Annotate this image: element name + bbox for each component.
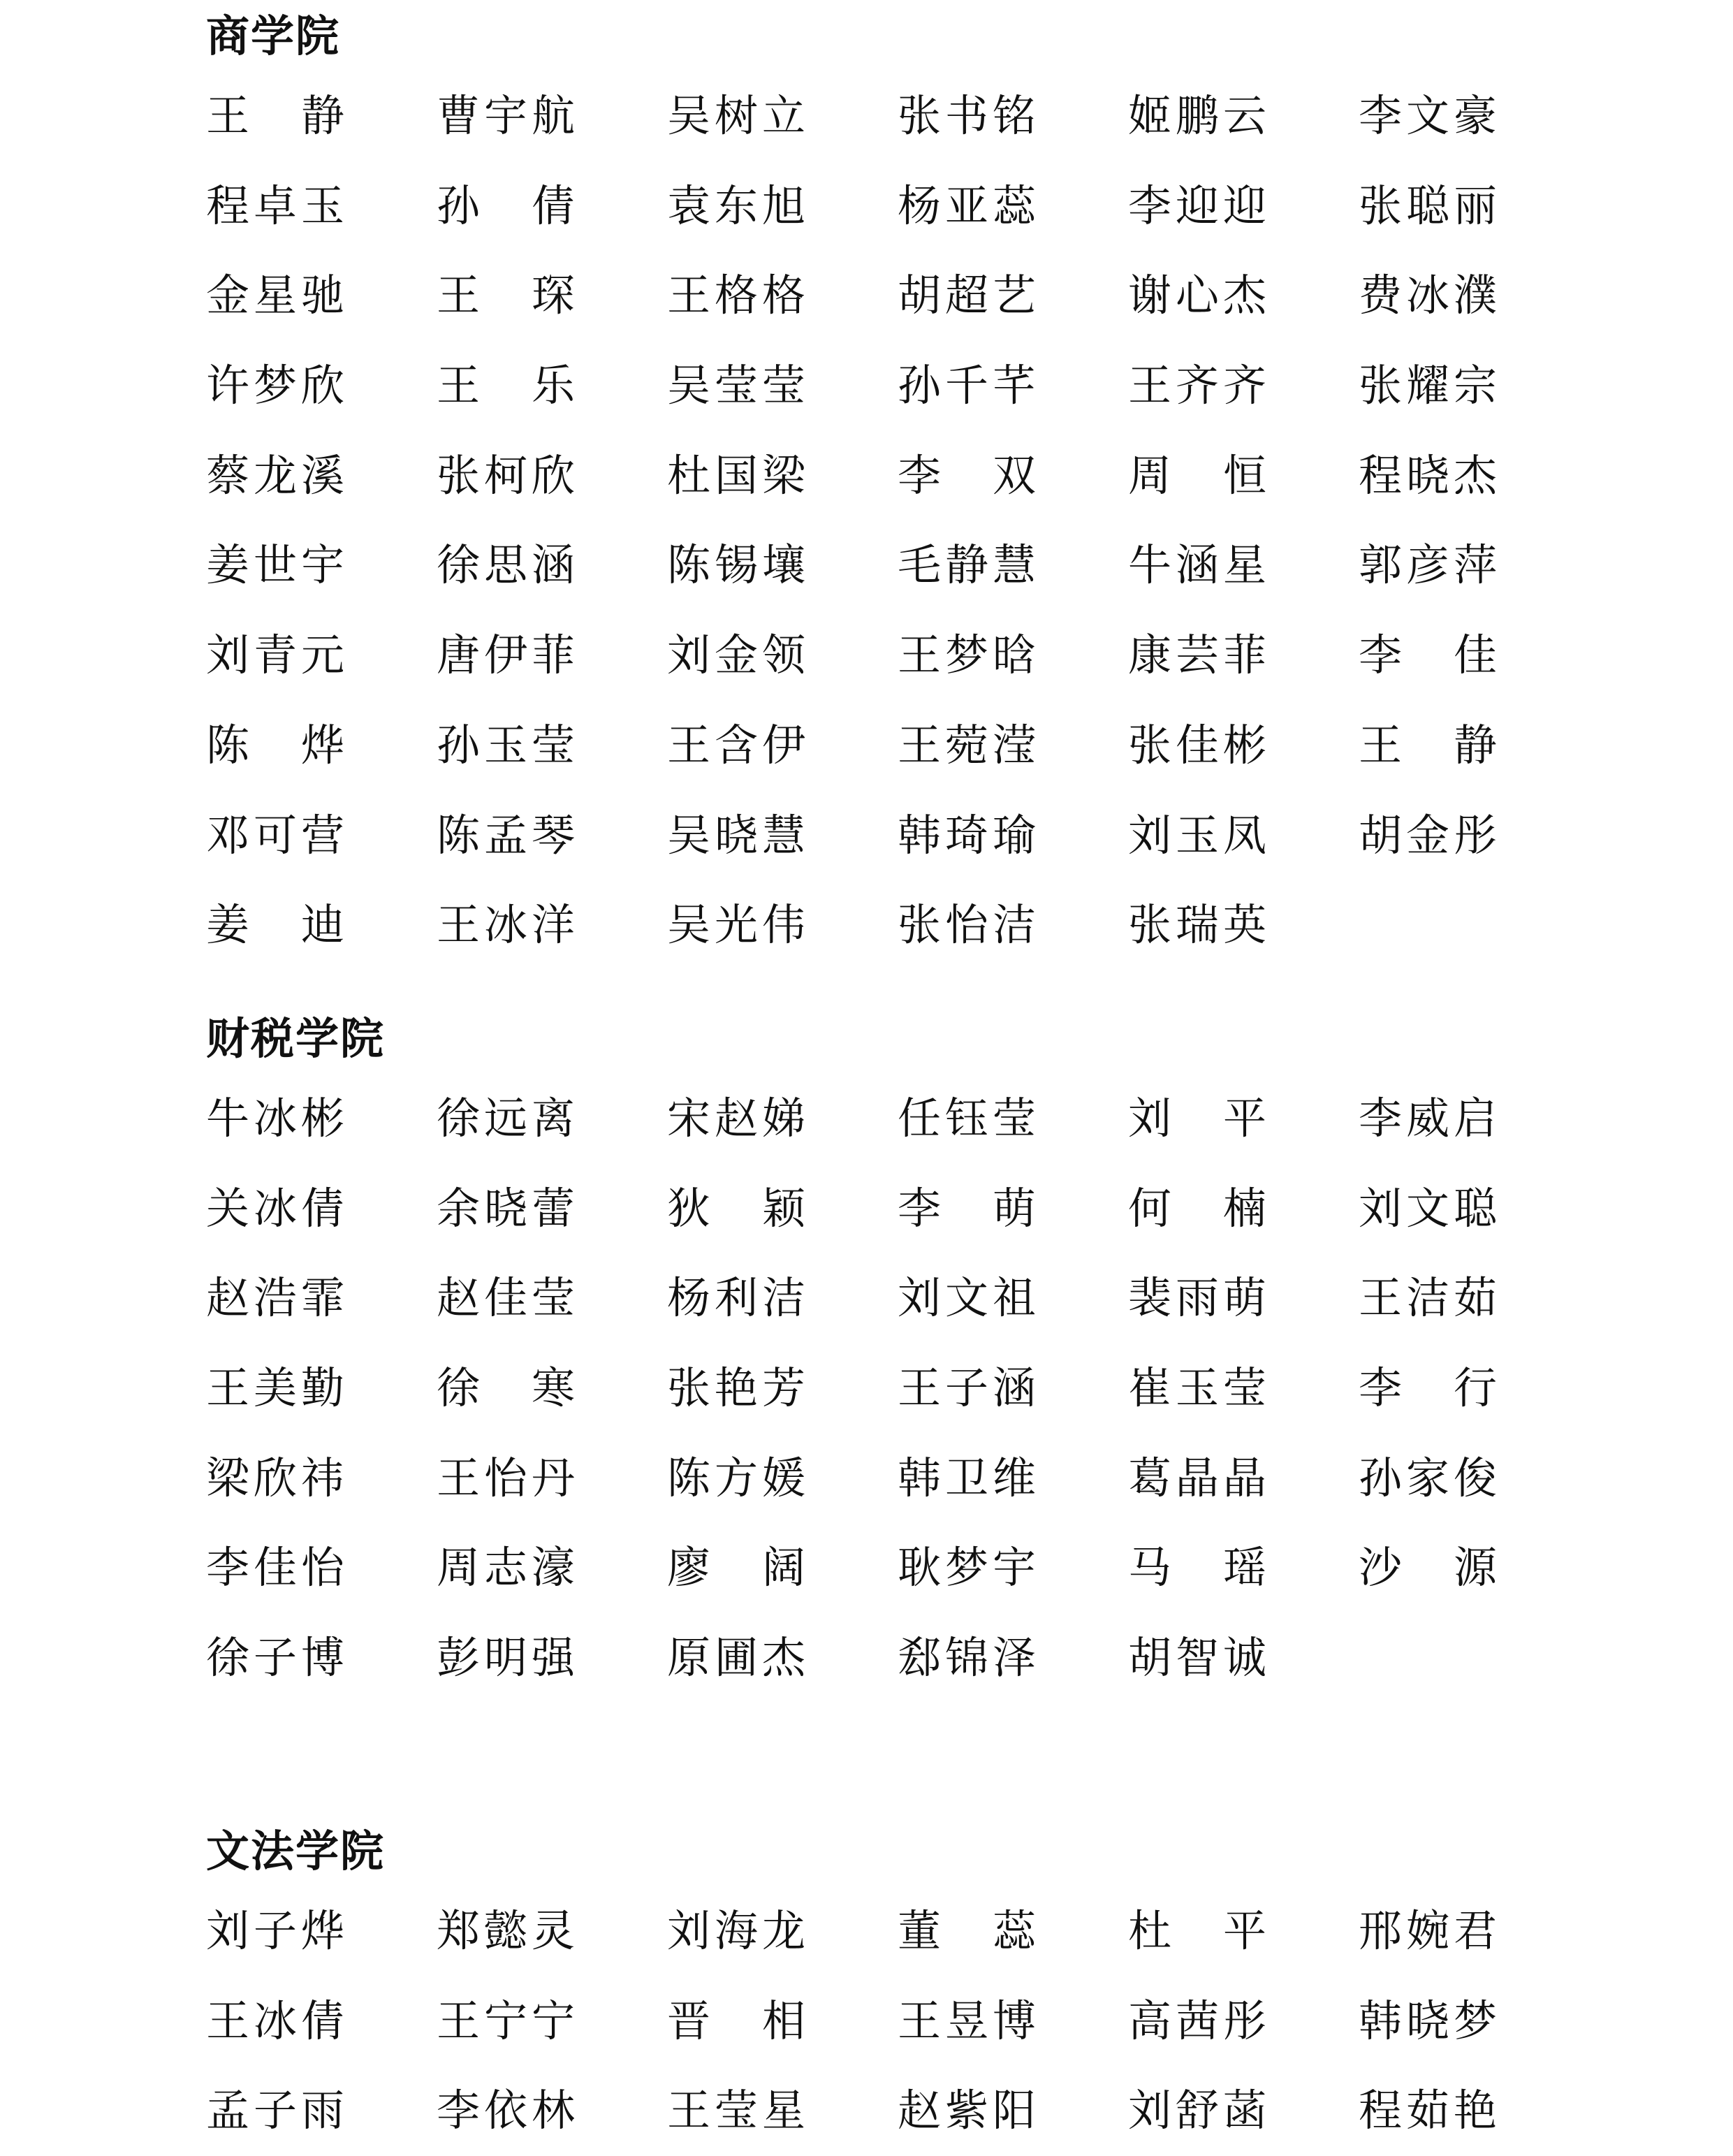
student-name: 张 瑞 英 bbox=[1128, 899, 1266, 951]
student-name: 余 晓 蕾 bbox=[437, 1182, 575, 1234]
student-name: 姬 鹏 云 bbox=[1128, 90, 1266, 141]
student-name: 张 艳 芳 bbox=[667, 1362, 805, 1414]
student-name: 胡 金 彤 bbox=[1359, 809, 1497, 861]
student-name: 张 耀 宗 bbox=[1359, 360, 1497, 411]
student-name: 邢 婉 君 bbox=[1359, 1905, 1497, 1956]
student-name: 孙 千 芊 bbox=[898, 360, 1036, 411]
student-name: 高 茜 彤 bbox=[1128, 1995, 1266, 2046]
student-name: 刘 舒 菡 bbox=[1128, 2085, 1266, 2136]
student-name: 王 齐 齐 bbox=[1128, 360, 1266, 411]
student-name: 姜 迪 bbox=[206, 899, 344, 951]
student-name: 谢 心 杰 bbox=[1128, 270, 1266, 321]
student-name: 孙 倩 bbox=[437, 180, 575, 231]
student-name: 王 昱 博 bbox=[898, 1995, 1036, 2046]
student-name: 牛 涵 星 bbox=[1128, 539, 1266, 591]
section-business-school bbox=[206, 1, 1533, 970]
student-name: 张 聪 丽 bbox=[1359, 180, 1497, 231]
section-title: 商学院 bbox=[206, 10, 341, 61]
student-name: 孟 子 雨 bbox=[206, 2085, 344, 2136]
student-name: 吴 莹 莹 bbox=[667, 360, 805, 411]
student-name: 周 志 濠 bbox=[437, 1542, 575, 1594]
student-name: 李 萌 bbox=[898, 1182, 1036, 1234]
student-name: 王 莹 星 bbox=[667, 2085, 805, 2136]
student-name: 耿 梦 宇 bbox=[898, 1542, 1036, 1594]
section-law-school bbox=[206, 1816, 1533, 2156]
student-name: 赵 浩 霏 bbox=[206, 1272, 344, 1324]
student-name: 郄 锦 泽 bbox=[898, 1632, 1036, 1684]
section-title: 文法学院 bbox=[206, 1826, 386, 1877]
student-name: 王 静 bbox=[1359, 719, 1497, 771]
name-grid bbox=[206, 1886, 1533, 2156]
student-name: 郭 彦 萍 bbox=[1359, 539, 1497, 591]
student-name: 王 静 bbox=[206, 90, 344, 141]
section-title: 财税学院 bbox=[206, 1013, 386, 1064]
student-name: 晋 相 bbox=[667, 1995, 805, 2046]
student-name: 张 佳 彬 bbox=[1128, 719, 1266, 771]
student-name: 陈 孟 琴 bbox=[437, 809, 575, 861]
student-name: 裴 雨 萌 bbox=[1128, 1272, 1266, 1324]
student-name: 杜 平 bbox=[1128, 1905, 1266, 1956]
student-name: 李 依 林 bbox=[437, 2085, 575, 2136]
student-name: 马 瑶 bbox=[1128, 1542, 1266, 1594]
student-name: 赵 佳 莹 bbox=[437, 1272, 575, 1324]
student-name: 牛 冰 彬 bbox=[206, 1093, 344, 1144]
student-name: 徐 寒 bbox=[437, 1362, 575, 1414]
student-name: 刘 文 聪 bbox=[1359, 1182, 1497, 1234]
student-name: 吴 光 伟 bbox=[667, 899, 805, 951]
student-name: 王 琛 bbox=[437, 270, 575, 321]
student-name: 刘 青 元 bbox=[206, 629, 344, 681]
student-name: 廖 阔 bbox=[667, 1542, 805, 1594]
student-name: 王 怡 丹 bbox=[437, 1452, 575, 1503]
student-name: 张 柯 欣 bbox=[437, 449, 575, 501]
student-name: 韩 晓 梦 bbox=[1359, 1995, 1497, 2046]
student-name: 原 圃 杰 bbox=[667, 1632, 805, 1684]
student-name: 李 双 bbox=[898, 449, 1036, 501]
student-name: 周 恒 bbox=[1128, 449, 1266, 501]
student-name: 胡 智 诚 bbox=[1128, 1632, 1266, 1684]
student-name: 彭 明 强 bbox=[437, 1632, 575, 1684]
student-name: 刘 子 烨 bbox=[206, 1905, 344, 1956]
name-grid bbox=[206, 1074, 1533, 1703]
student-name: 蔡 龙 溪 bbox=[206, 449, 344, 501]
student-name: 王 冰 洋 bbox=[437, 899, 575, 951]
student-name: 姜 世 宇 bbox=[206, 539, 344, 591]
student-name: 宋 赵 娣 bbox=[667, 1093, 805, 1144]
student-name: 徐 思 涵 bbox=[437, 539, 575, 591]
student-name: 唐 伊 菲 bbox=[437, 629, 575, 681]
student-name: 刘 平 bbox=[1128, 1093, 1266, 1144]
student-name: 董 蕊 bbox=[898, 1905, 1036, 1956]
student-name: 刘 金 领 bbox=[667, 629, 805, 681]
student-name: 陈 锡 壤 bbox=[667, 539, 805, 591]
student-name: 毛 静 慧 bbox=[898, 539, 1036, 591]
student-name: 王 洁 茹 bbox=[1359, 1272, 1497, 1324]
student-name: 杨 利 洁 bbox=[667, 1272, 805, 1324]
student-name: 关 冰 倩 bbox=[206, 1182, 344, 1234]
student-name: 徐 子 博 bbox=[206, 1632, 344, 1684]
student-name: 徐 远 离 bbox=[437, 1093, 575, 1144]
student-name: 何 楠 bbox=[1128, 1182, 1266, 1234]
student-name: 袁 东 旭 bbox=[667, 180, 805, 231]
student-name: 孙 家 俊 bbox=[1359, 1452, 1497, 1503]
student-name: 程 晓 杰 bbox=[1359, 449, 1497, 501]
student-name: 陈 方 媛 bbox=[667, 1452, 805, 1503]
student-name: 费 冰 濮 bbox=[1359, 270, 1497, 321]
student-name: 李 佳 怡 bbox=[206, 1542, 344, 1594]
student-name: 胡 超 艺 bbox=[898, 270, 1036, 321]
student-name: 康 芸 菲 bbox=[1128, 629, 1266, 681]
student-name: 李 行 bbox=[1359, 1362, 1497, 1414]
student-name: 吴 晓 慧 bbox=[667, 809, 805, 861]
student-name: 梁 欣 祎 bbox=[206, 1452, 344, 1503]
student-name: 张 怡 洁 bbox=[898, 899, 1036, 951]
student-name: 李 佳 bbox=[1359, 629, 1497, 681]
student-name: 王 格 格 bbox=[667, 270, 805, 321]
student-name: 王 含 伊 bbox=[667, 719, 805, 771]
student-name: 崔 玉 莹 bbox=[1128, 1362, 1266, 1414]
student-name: 程 卓 玉 bbox=[206, 180, 344, 231]
student-name: 邓 可 营 bbox=[206, 809, 344, 861]
student-name: 王 梦 晗 bbox=[898, 629, 1036, 681]
student-name: 沙 源 bbox=[1359, 1542, 1497, 1594]
student-name: 杜 国 梁 bbox=[667, 449, 805, 501]
name-grid bbox=[206, 71, 1533, 970]
student-name: 杨 亚 蕊 bbox=[898, 180, 1036, 231]
student-name: 韩 卫 维 bbox=[898, 1452, 1036, 1503]
student-name: 赵 紫 阳 bbox=[898, 2085, 1036, 2136]
student-name: 郑 懿 灵 bbox=[437, 1905, 575, 1956]
student-name: 曹 宇 航 bbox=[437, 90, 575, 141]
student-name: 李 威 启 bbox=[1359, 1093, 1497, 1144]
student-name: 王 宁 宁 bbox=[437, 1995, 575, 2046]
student-name: 王 子 涵 bbox=[898, 1362, 1036, 1414]
student-name: 刘 文 祖 bbox=[898, 1272, 1036, 1324]
student-name: 狄 颖 bbox=[667, 1182, 805, 1234]
student-name: 刘 海 龙 bbox=[667, 1905, 805, 1956]
student-name: 王 美 勤 bbox=[206, 1362, 344, 1414]
student-name: 王 冰 倩 bbox=[206, 1995, 344, 2046]
student-name: 刘 玉 凤 bbox=[1128, 809, 1266, 861]
section-finance-tax-school bbox=[206, 1004, 1533, 1703]
student-name: 李 迎 迎 bbox=[1128, 180, 1266, 231]
student-name: 韩 琦 瑜 bbox=[898, 809, 1036, 861]
student-name: 张 书 铭 bbox=[898, 90, 1036, 141]
student-name: 王 乐 bbox=[437, 360, 575, 411]
student-name: 吴 树 立 bbox=[667, 90, 805, 141]
student-name: 许 梦 欣 bbox=[206, 360, 344, 411]
student-name: 李 文 豪 bbox=[1359, 90, 1497, 141]
student-name: 葛 晶 晶 bbox=[1128, 1452, 1266, 1503]
student-name: 程 茹 艳 bbox=[1359, 2085, 1497, 2136]
student-name: 任 钰 莹 bbox=[898, 1093, 1036, 1144]
student-name: 孙 玉 莹 bbox=[437, 719, 575, 771]
student-name: 王 菀 滢 bbox=[898, 719, 1036, 771]
student-name: 陈 烨 bbox=[206, 719, 344, 771]
student-name: 金 星 驰 bbox=[206, 270, 344, 321]
